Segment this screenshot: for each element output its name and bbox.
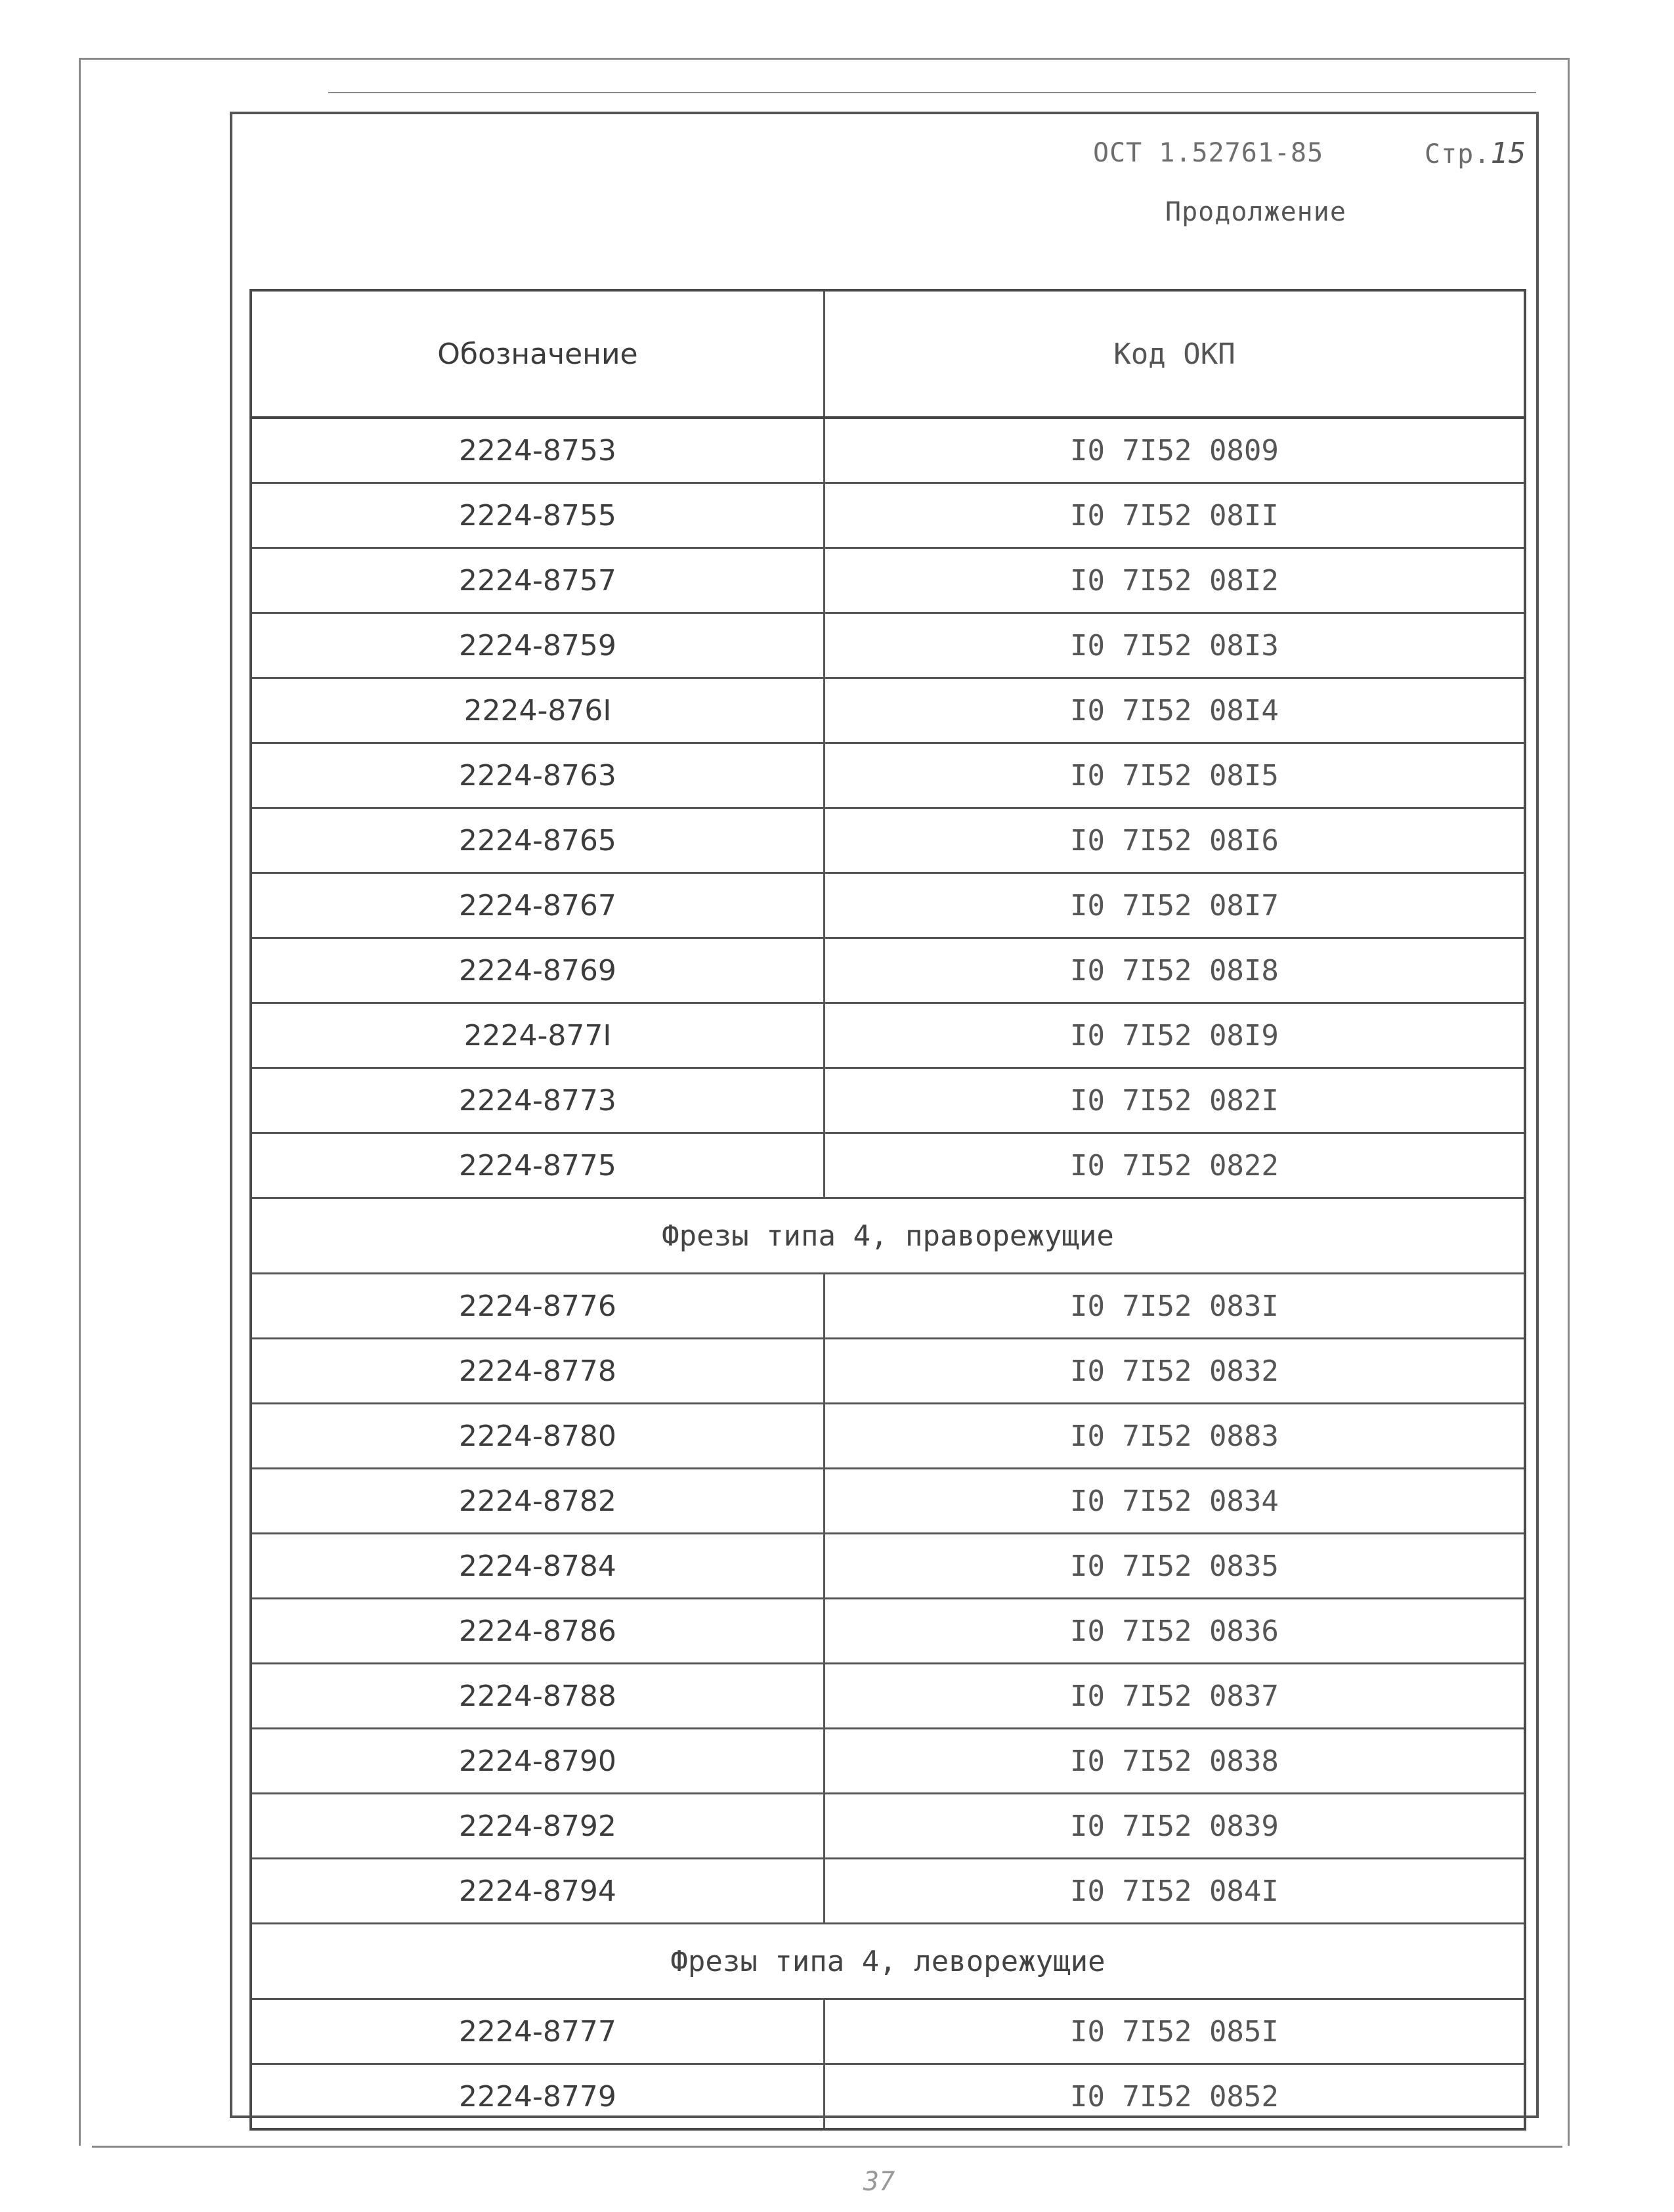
table-row	[251, 873, 1525, 938]
code-cell: I0 7I52 08I9	[824, 1003, 1525, 1068]
code-cell: I0 7I52 0832	[824, 1339, 1525, 1404]
code-cell: I0 7I52 08I4	[824, 678, 1525, 743]
code-cell: I0 7I52 0837	[824, 1664, 1525, 1729]
group-row	[251, 1924, 1525, 1999]
code-cell: I0 7I52 08I6	[824, 808, 1525, 873]
designation-cell: 2224-8784	[251, 1534, 824, 1599]
table-row	[251, 1534, 1525, 1599]
table-row	[251, 1999, 1525, 2064]
designation-cell: 2224-8755	[251, 483, 824, 548]
code-cell: I0 7I52 0836	[824, 1599, 1525, 1664]
table-row	[251, 1859, 1525, 1924]
group-row	[251, 1198, 1525, 1274]
page-number: 15	[1490, 137, 1527, 170]
designation-cell: 2224-877I	[251, 1003, 824, 1068]
table-row	[251, 1068, 1525, 1133]
designation-cell: 2224-8778	[251, 1339, 824, 1404]
designation-cell: 2224-8794	[251, 1859, 824, 1924]
code-cell: I0 7I52 0809	[824, 418, 1525, 483]
table-row	[251, 2064, 1525, 2130]
designation-cell: 2224-8776	[251, 1274, 824, 1339]
table-row	[251, 483, 1525, 548]
designation-cell: 2224-8773	[251, 1068, 824, 1133]
designation-cell: 2224-8769	[251, 938, 824, 1003]
table-row	[251, 1274, 1525, 1339]
code-cell: I0 7I52 08I2	[824, 548, 1525, 613]
table-row	[251, 1003, 1525, 1068]
table-row	[251, 1404, 1525, 1469]
table-row	[251, 1339, 1525, 1404]
code-cell: I0 7I52 08II	[824, 483, 1525, 548]
code-cell: I0 7I52 08I5	[824, 743, 1525, 808]
designation-cell: 2224-8765	[251, 808, 824, 873]
code-cell: I0 7I52 0838	[824, 1729, 1525, 1794]
designation-cell: 2224-8790	[251, 1729, 824, 1794]
table-row	[251, 418, 1525, 483]
inner-top-line	[328, 92, 1536, 93]
table-row	[251, 938, 1525, 1003]
code-cell: I0 7I52 0835	[824, 1534, 1525, 1599]
designation-cell: 2224-8757	[251, 548, 824, 613]
table-row	[251, 1469, 1525, 1534]
designation-cell: 2224-8753	[251, 418, 824, 483]
table-row	[251, 1729, 1525, 1794]
designation-header: Обозначение	[251, 290, 824, 418]
code-cell: I0 7I52 08I7	[824, 873, 1525, 938]
designation-cell: 2224-8759	[251, 613, 824, 678]
code-cell: I0 7I52 083I	[824, 1274, 1525, 1339]
designation-cell: 2224-8782	[251, 1469, 824, 1534]
group-title-right-cutting: Фрезы типа 4, праворежущие	[251, 1198, 1525, 1274]
table-row	[251, 1599, 1525, 1664]
table-row	[251, 1133, 1525, 1198]
designation-cell: 2224-876I	[251, 678, 824, 743]
designation-cell: 2224-8763	[251, 743, 824, 808]
continuation-label: Продолжение	[1165, 197, 1346, 227]
table-row	[251, 808, 1525, 873]
designation-cell: 2224-8767	[251, 873, 824, 938]
group-title-left-cutting: Фрезы типа 4, леворежущие	[251, 1924, 1525, 1999]
code-cell: I0 7I52 082I	[824, 1068, 1525, 1133]
code-cell: I0 7I52 0822	[824, 1133, 1525, 1198]
designation-cell: 2224-8780	[251, 1404, 824, 1469]
designation-cell: 2224-8788	[251, 1664, 824, 1729]
page-label-text: Стр.	[1425, 139, 1491, 169]
scan-right-line	[1568, 58, 1570, 2146]
code-cell: I0 7I52 0839	[824, 1794, 1525, 1859]
designation-cell: 2224-8779	[251, 2064, 824, 2130]
table-row	[251, 548, 1525, 613]
table-body	[251, 418, 1525, 2129]
code-cell: I0 7I52 08I3	[824, 613, 1525, 678]
table-row	[251, 1794, 1525, 1859]
code-cell: I0 7I52 08I8	[824, 938, 1525, 1003]
code-cell: I0 7I52 0883	[824, 1404, 1525, 1469]
code-header: Код ОКП	[824, 290, 1525, 418]
code-cell: I0 7I52 0852	[824, 2064, 1525, 2130]
code-cell: I0 7I52 084I	[824, 1859, 1525, 1924]
table-header-row	[251, 290, 1525, 418]
code-cell: I0 7I52 085I	[824, 1999, 1525, 2064]
table-row	[251, 678, 1525, 743]
codes-table	[249, 289, 1526, 2131]
table-row	[251, 613, 1525, 678]
standard-number: ОСТ 1.52761-85	[1093, 138, 1324, 168]
scan-bottom-line	[92, 2146, 1562, 2148]
designation-cell: 2224-8775	[251, 1133, 824, 1198]
code-cell: I0 7I52 0834	[824, 1469, 1525, 1534]
table-row	[251, 743, 1525, 808]
footer-mark: 37	[863, 2167, 895, 2197]
scan-left-line	[79, 58, 81, 2146]
designation-cell: 2224-8786	[251, 1599, 824, 1664]
designation-cell: 2224-8792	[251, 1794, 824, 1859]
designation-cell: 2224-8777	[251, 1999, 824, 2064]
scan-top-line	[79, 58, 1569, 60]
table-row	[251, 1664, 1525, 1729]
page-label	[1425, 137, 1526, 170]
